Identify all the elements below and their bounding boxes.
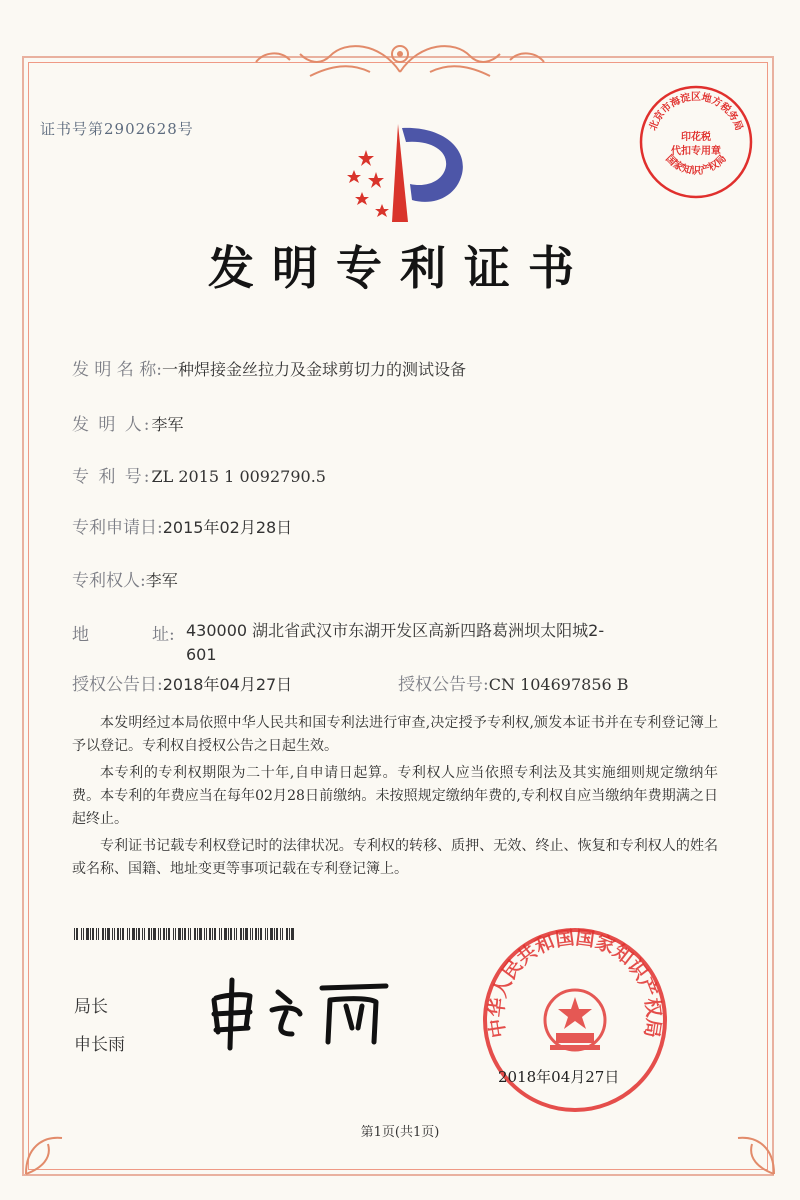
- certificate-title: 发明专利证书: [208, 241, 592, 295]
- patentee-value: 李军: [145, 571, 178, 590]
- grant-date-label: 授权公告日:: [72, 675, 163, 695]
- patent-number-row: [72, 462, 326, 487]
- invention-name-label: 发 明 名 称:: [72, 360, 162, 380]
- inventor-label: 发 明 人:: [72, 415, 152, 435]
- barcode-icon: [74, 928, 296, 940]
- filing-date-row: [72, 513, 292, 538]
- tax-stamp-center-top: 印花税: [681, 132, 711, 143]
- top-ornament-icon: [250, 32, 550, 88]
- patent-number-label: 专 利 号:: [72, 467, 152, 487]
- grant-number-label: 授权公告号:: [398, 675, 489, 695]
- svg-text:北京市海淀区地方税务局: [647, 90, 746, 132]
- body-paragraph: 本专利的专利权期限为二十年,自申请日起算。专利权人应当依照专利法及其实施细则规定缴纳年费。本专利的年费应当在每年02月28日前缴纳。未按照规定缴纳年费的,专利权自应当缴纳年费期满之日起终止。: [72, 765, 718, 827]
- grant-date-value: 2018年04月27日: [162, 675, 293, 694]
- tax-stamp-icon: [636, 82, 756, 202]
- address-value: 430000 湖北省武汉市东湖开发区高新四路葛洲坝太阳城2-601: [186, 621, 605, 664]
- inventor-value: 李军: [151, 415, 184, 434]
- patent-number-value: ZL 2015 1 0092790.5: [151, 467, 326, 486]
- signatory-name: 申长雨: [74, 1035, 125, 1055]
- filing-date-label: 专利申请日:: [72, 518, 163, 538]
- body-paragraph: 本发明经过本局依照中华人民共和国专利法进行审查,决定授予专利权,颁发本证书并在专利登记簿上予以登记。专利权自授权公告之日起生效。: [72, 715, 718, 754]
- invention-name-value: 一种焊接金丝拉力及金球剪切力的测试设备: [161, 360, 466, 379]
- issue-date: 2018年04月27日: [498, 1068, 620, 1086]
- tax-stamp-ring-text: 北京市海淀区地方税务局: [647, 92, 745, 133]
- body-paragraph: 专利证书记载专利权登记时的法律状况。专利权的转移、质押、无效、终止、恢复和专利权人的姓名或名称、国籍、地址变更等事项记载在专利登记簿上。: [72, 838, 718, 877]
- tax-stamp-center-bottom: 代扣专用章: [671, 146, 721, 157]
- grant-date-row: [72, 670, 292, 695]
- svg-text:中华人民共和国国家知识产权局: [485, 927, 666, 1039]
- patentee-label: 专利权人:: [72, 571, 146, 591]
- address-label-right: 址:: [152, 625, 175, 645]
- tax-stamp-bottom-text: 国家知识产权局: [663, 153, 729, 177]
- cnipa-emblem-icon: [332, 118, 472, 230]
- grant-number-row: [398, 670, 629, 695]
- filing-date-value: 2015年02月28日: [162, 518, 293, 537]
- patentee-row: [72, 566, 178, 591]
- handwritten-signature-icon: [200, 972, 400, 1052]
- page-footer: 第1页(共1页): [360, 1125, 440, 1140]
- inventor-row: [72, 410, 184, 435]
- stamp-ring-text: 中华人民共和国国家知识产权局: [485, 926, 665, 1040]
- address-label-left: 地: [72, 625, 89, 645]
- signatory-position: 局长: [74, 997, 108, 1017]
- certificate-number: 证书号第2902628号: [40, 120, 194, 138]
- invention-name-row: [72, 355, 466, 380]
- grant-number-value: CN 104697856 B: [488, 675, 629, 694]
